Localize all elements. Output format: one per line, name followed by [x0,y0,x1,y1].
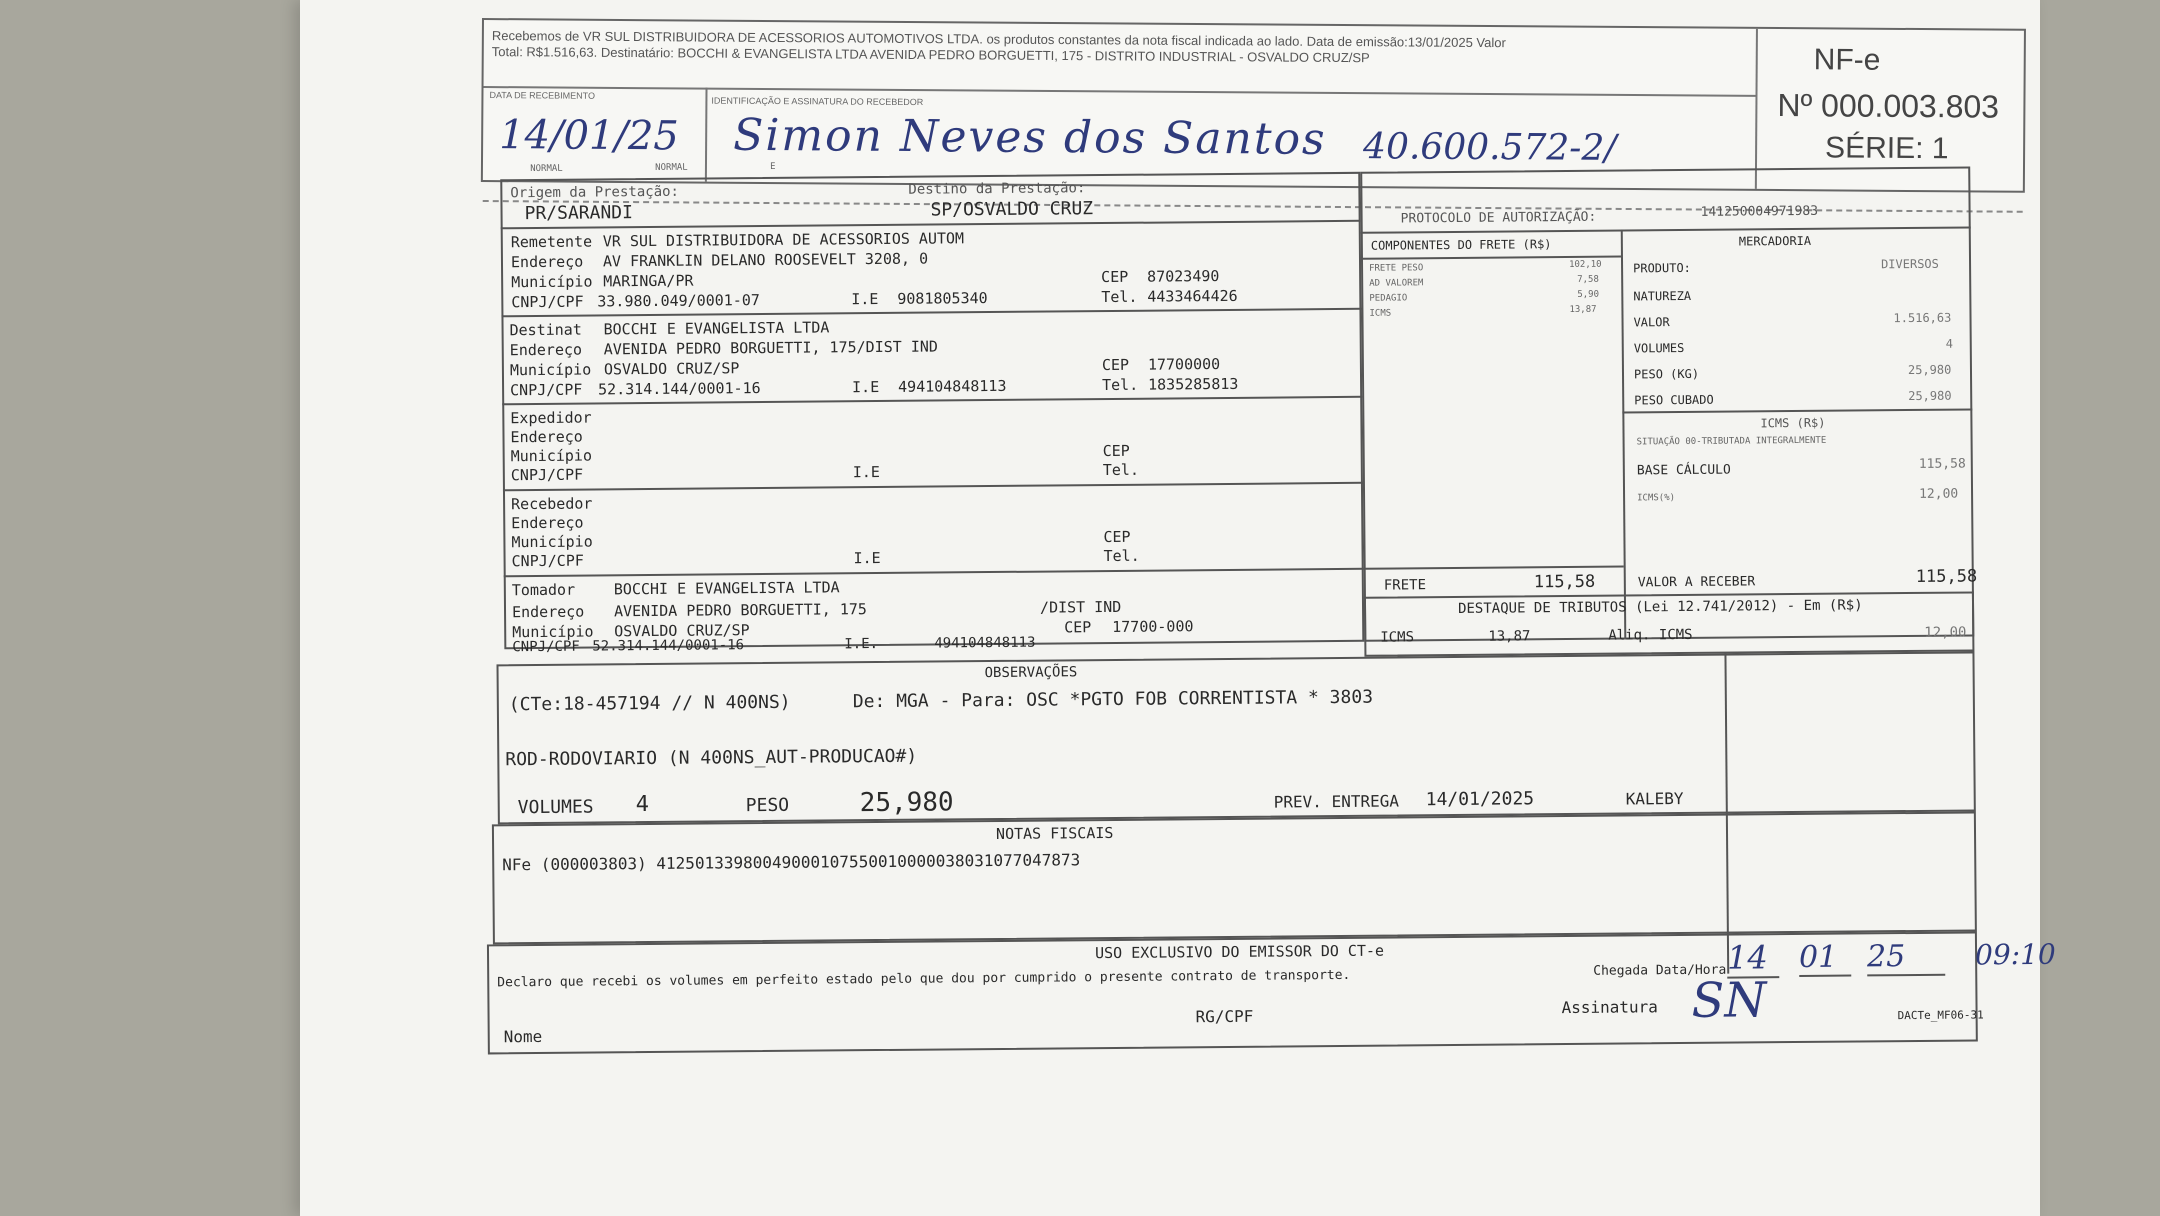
recipient-tel: 1835285813 [1147,374,1239,394]
recipient-cep-label: CEP [1101,355,1130,375]
arrival-year: 25 [1867,939,1945,977]
goods-row-value: DIVERSOS [1880,256,1939,272]
obs-prev-label: PREV. ENTREGA [1273,791,1400,812]
goods-row-label: PESO CUBADO [1634,392,1714,408]
goods-title: MERCADORIA [1738,233,1812,249]
invoices-panel [492,811,1977,944]
nfe-number: Nº 000.003.803 [1777,87,2000,125]
footer-code: DACTe_MF06-31 [1897,1008,1984,1023]
icms-title: ICMS (R$) [1760,415,1826,431]
expedidor-tel-label: Tel. [1102,460,1140,480]
footer-name-label: Nome [503,1026,543,1047]
taxes-aliq-value: 12,00 [1924,624,1967,641]
freight-item-label: AD VALOREM [1369,278,1424,289]
footer-sign-label: Assinatura [1561,997,1658,1018]
freight-item-label: ICMS [1369,308,1392,319]
expedidor-city-label: Município [510,446,593,466]
goods-row-label: VOLUMES [1633,340,1685,356]
goods-row-label: PESO (KG) [1633,366,1700,382]
expedidor-doc-label: CNPJ/CPF [510,465,584,485]
recipient-doc-label: CNPJ/CPF [510,380,583,400]
arrival-day: 14 [1727,938,1779,978]
recipient-label: Destinat [509,320,582,340]
freight-item-label: PEDAGIO [1369,293,1408,304]
sender-name: VR SUL DISTRIBUIDORA DE ACESSORIOS AUTOM [602,229,965,251]
goods-row-value: 25,980 [1908,388,1952,404]
recipient-cep: 17700000 [1147,355,1221,374]
taxes-icms-value: 13,87 [1488,628,1531,645]
footer-rg-label: RG/CPF [1195,1006,1254,1027]
freight-item-value: 7,58 [1577,274,1599,285]
freight-title: COMPONENTES DO FRETE (R$) [1370,237,1552,253]
strip-label: NORMAL [530,163,563,175]
sender-doc: 33.980.049/0001-07 [597,291,760,311]
obs-peso-label: PESO [745,794,790,817]
arrival-label: Chegada Data/Hora [1593,962,1727,979]
receipt-signature: Simon Neves dos Santos [733,109,1327,165]
obs-agent: KALEBY [1625,788,1684,809]
origin-label: Origem da Prestação: [510,183,680,202]
recebedor-ie-label: I.E [853,548,881,568]
freight-item-label: FRETE PESO [1369,263,1424,274]
tomador-name: BOCCHI E EVANGELISTA LTDA [613,578,840,599]
recipient-doc: 52.314.144/0001-16 [598,379,761,399]
recebedor-tel-label: Tel. [1103,546,1140,566]
recipient-name: BOCCHI E EVANGELISTA LTDA [603,318,830,339]
tomador-label: Tomador [511,580,576,600]
expedidor-ie-label: I.E [852,462,880,482]
recipient-addr-label: Endereço [509,340,583,360]
recebedor-city-label: Município [511,532,593,552]
goods-row-value: 1.516,63 [1893,310,1952,326]
recipient-city: OSVALDO CRUZ/SP [603,359,740,379]
icms-situation: SITUAÇÃO 00-TRIBUTADA INTEGRALMENTE [1636,435,1827,448]
tomador-city: OSVALDO CRUZ/SP [614,621,750,641]
dest-value: SP/OSVALDO CRUZ [930,198,1094,221]
recebedor-doc-label: CNPJ/CPF [511,551,584,571]
sender-city: MARINGA/PR [603,271,694,291]
taxes-title: DESTAQUE DE TRIBUTOS (Lei 12.741/2012) - Em (R$) [1457,597,1863,617]
sender-doc-label: CNPJ/CPF [511,292,584,312]
footer-declaration: Declaro que recebi os volumes em perfeito estado pelo que dou por cumprido o presente contrato de transporte. [497,967,1351,991]
goods-row-value: 4 [1945,336,1954,351]
tomador-ie-label: I.E. [844,636,879,653]
nf-line: NFe (000003803) 41250133980049000107550010000038031077047873 [502,850,1081,875]
tomador-doc: 52.314.144/0001-16 [592,637,745,655]
footer-signature: SN [1691,972,1767,1029]
sender-cep: 87023490 [1147,267,1220,286]
icms-base-value: 115,58 [1918,456,1966,472]
recebedor-cep-label: CEP [1103,527,1131,547]
tomador-cep: 17700-000 [1112,617,1194,636]
obs-volumes-label: VOLUMES [517,796,594,819]
sender-city-label: Município [511,272,593,292]
obs-prev-value: 14/01/2025 [1425,788,1535,811]
dest-label: Destino da Prestação: [908,180,1086,198]
freight-total-value: 115,58 [1533,571,1596,593]
sender-label: Remetente [510,232,593,252]
protocol-value: 141250004971983 [1700,203,1819,220]
footer-title: USO EXCLUSIVO DO EMISSOR DO CT-e [1094,941,1385,963]
freight-item-value: 13,87 [1569,304,1597,315]
taxes-icms-label: ICMS [1380,629,1415,646]
arrival-time: 09:10 [1974,937,2056,972]
receipt-text-line2: Total: R$1.516,63. Destinatário: BOCCHI & EVANGELISTA LTDA AVENIDA PEDRO BORGUETTI, 175 - DISTRITO INDUSTRIAL - OSVALDO CRUZ/SP [491,44,1370,66]
strip-label: E [770,161,776,172]
tomador-addr2: /DIST IND [1039,597,1122,617]
obs-line2: ROD-RODOVIARIO (N 400NS_AUT-PRODUCAO#) [505,745,918,771]
tomador-cep-label: CEP [1064,618,1092,637]
recipient-ie-label: I.E [852,378,880,397]
receipt-date-label: DATA DE RECEBIMENTO [489,90,596,101]
goods-row-label: NATUREZA [1633,288,1692,304]
sender-addr-label: Endereço [510,252,584,272]
freight-item-value: 5,90 [1577,289,1600,300]
recipient-ie: 494104848113 [898,376,1007,396]
sender-ie-label: I.E [851,290,879,309]
sender-tel: 4433464426 [1147,286,1238,306]
nfe-series: SÉRIE: 1 [1825,131,1949,166]
obs-title: OBSERVAÇÕES [984,664,1078,682]
receipt-sign-label: IDENTIFICAÇÃO E ASSINATURA DO RECEBEDOR [711,95,924,108]
expedidor-label: Expedidor [510,408,592,428]
icms-rate-label: ICMS(%) [1637,493,1676,504]
expedidor-cep-label: CEP [1102,441,1130,461]
sender-addr: AV FRANKLIN DELANO ROOSEVELT 3208, 0 [602,249,929,271]
taxes-aliq-label: Aliq. ICMS [1608,626,1693,644]
dacte-document [420,135,2108,1070]
goods-row-value: 25,980 [1907,362,1952,378]
divider [484,86,1756,97]
obs-line1b: De: MGA - Para: OSC *PGTO FOB CORRENTISTA * 3803 [852,686,1374,713]
recebedor-addr-label: Endereço [511,513,584,533]
sender-ie: 9081805340 [897,289,988,308]
sender-tel-label: Tel. [1101,287,1138,307]
recipient-city-label: Município [509,360,592,380]
obs-peso-value: 25,980 [859,787,954,819]
tomador-addr: AVENIDA PEDRO BORGUETTI, 175 [613,600,867,621]
recipient-tel-label: Tel. [1101,375,1139,395]
obs-volumes-value: 4 [635,792,650,818]
icms-rate-value: 12,00 [1918,486,1959,502]
origin-value: PR/SARANDI [524,202,634,225]
receipt-rg-handwritten: 40.600.572-2/ [1362,126,1617,169]
protocol-label: PROTOCOLO DE AUTORIZAÇÃO: [1400,209,1597,227]
freight-item-value: 102,10 [1569,259,1602,270]
goods-row-label: PRODUTO: [1633,260,1691,276]
obs-line1a: (CTe:18-457194 // N 400NS) [508,691,791,716]
receipt-date-handwritten: 14/01/25 [499,112,679,160]
nf-title: NOTAS FISCAIS [995,823,1114,843]
expedidor-addr-label: Endereço [510,427,583,447]
sender-cep-label: CEP [1101,267,1129,287]
recipient-addr: AVENIDA PEDRO BORGUETTI, 175/DIST IND [603,337,938,359]
tomador-addr-label: Endereço [511,602,585,622]
receive-label: VALOR A RECEBER [1637,574,1756,591]
icms-base-label: BASE CÁLCULO [1636,462,1731,479]
arrival-month: 01 [1799,940,1851,977]
receive-value: 115,58 [1915,566,1978,587]
tomador-city-label: Município [512,622,594,642]
tomador-doc-label: CNPJ/CPF [512,638,580,656]
receipt-text-line1: Recebemos de VR SUL DISTRIBUIDORA DE ACESSORIOS AUTOMOTIVOS LTDA. os produtos constantes da nota fiscal indicada ao lado. Data de emissão:13/01/2025 Valor [491,28,1506,51]
tomador-ie: 494104848113 [934,634,1036,652]
observations-panel [496,651,1975,824]
goods-row-label: VALOR [1633,315,1670,330]
strip-label: NORMAL [655,162,688,173]
freight-total-label: FRETE [1383,577,1427,594]
recebedor-label: Recebedor [511,494,593,514]
nfe-label: NF-e [1813,43,1881,77]
